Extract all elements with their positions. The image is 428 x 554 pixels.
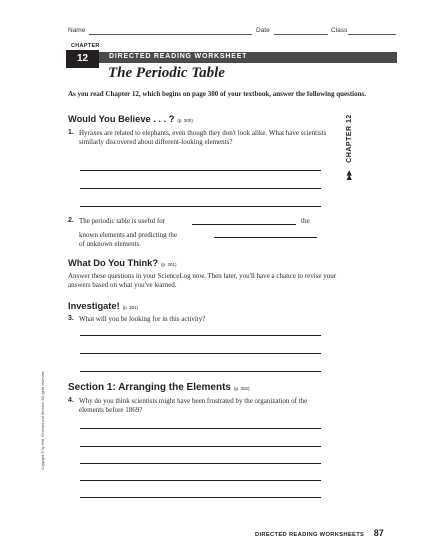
intro-text: As you read Chapter 12, which begins on page 300 of your textbook, answer the following questions. (68, 90, 366, 98)
class-field[interactable] (348, 34, 396, 35)
q2-text-b: the (301, 217, 310, 225)
chapter-number-box (66, 50, 99, 68)
q2-blank-2[interactable] (214, 237, 317, 238)
side-chapter-tab (338, 40, 353, 180)
q4-answer-line-3[interactable] (80, 463, 321, 464)
section-heading-investigate (68, 301, 138, 311)
arranging-page-ref: (p. 302) (234, 386, 250, 391)
date-label: Date (256, 27, 270, 34)
name-field[interactable] (89, 34, 252, 35)
q4-text: Why do you think scientists might have been frustrated by the organization of the elements before 1869? (79, 397, 308, 414)
q1-number: 1. (68, 129, 74, 136)
side-tab-label: CHAPTER 12 (346, 114, 353, 163)
q4-number: 4. (68, 397, 74, 404)
q1-text: Hyraxes are related to elephants, even though they don't look alike. What have scientists similarly discovered about different-looking elements? (79, 129, 327, 146)
think-page-ref: (p. 301) (161, 262, 177, 267)
section-heading-believe (68, 114, 193, 124)
q2-number: 2. (68, 217, 74, 224)
q3-answer-line-1[interactable] (80, 335, 321, 336)
q3-answer-line-2[interactable] (80, 353, 321, 354)
name-label: Name (68, 27, 86, 34)
q4-answer-line-5[interactable] (80, 497, 321, 498)
q2-text-a: The periodic table is useful for (79, 217, 166, 225)
investigate-page-ref: (p. 301) (122, 305, 139, 310)
believe-page-ref: (p. 300) (177, 118, 193, 123)
footer-label: DIRECTED READING WORKSHEETS (255, 532, 365, 538)
q1-answer-line-2[interactable] (80, 188, 321, 189)
date-field[interactable] (274, 34, 328, 35)
q4-answer-line-2[interactable] (80, 446, 321, 447)
q4-answer-line-1[interactable] (80, 428, 321, 429)
arranging-heading-text: Section 1: Arranging the Elements (68, 382, 231, 393)
think-text: Answer these questions in your ScienceLog now. Then later, you'll have a chance to revise your answers based on what you've learned. (68, 272, 337, 289)
page-number: 87 (373, 528, 384, 538)
page-title: The Periodic Table (108, 65, 225, 81)
footer (255, 523, 405, 541)
worksheet-banner (99, 52, 397, 63)
section-heading-think (68, 258, 177, 268)
class-label: Class (331, 27, 348, 34)
think-heading-text: What Do You Think? (68, 258, 159, 268)
side-tab-arrows-icon: ▶▶ (346, 171, 353, 180)
believe-heading-text: Would You Believe . . . ? (68, 114, 175, 124)
chapter-label: CHAPTER (71, 43, 100, 49)
copyright-text: Copyright © by Holt, Rinehart and Winston. All rights reserved. (41, 370, 45, 470)
q1-answer-line-1[interactable] (80, 170, 321, 171)
q1-answer-line-3[interactable] (80, 206, 321, 207)
q2-blank-1[interactable] (192, 224, 296, 225)
section-heading-arranging (68, 382, 250, 393)
q2-text-c: known elements and predicting the (79, 231, 177, 239)
q3-answer-line-3[interactable] (80, 371, 321, 372)
q4-answer-line-4[interactable] (80, 480, 321, 481)
worksheet-label: DIRECTED READING WORKSHEET (109, 53, 248, 60)
q2-text-d: of unknown elements. (79, 240, 142, 248)
q3-number: 3. (68, 315, 74, 322)
copyright-notice (31, 270, 45, 470)
chapter-number: 12 (76, 53, 89, 64)
investigate-heading-text: Investigate! (68, 301, 120, 311)
q3-text: What will you be looking for in this activity? (79, 315, 206, 323)
